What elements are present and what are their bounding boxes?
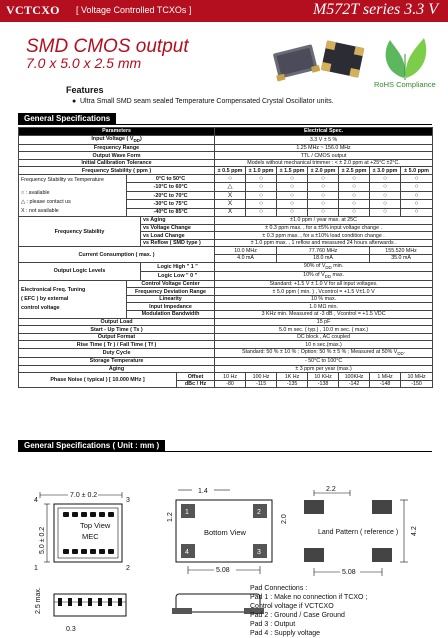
elec-header: Electrical Spec. xyxy=(215,128,433,136)
row-value: TTL / CMOS output xyxy=(215,152,433,160)
pad-conn-title: Pad Connections : xyxy=(250,585,308,592)
product-title: SMD CMOS output xyxy=(26,36,189,57)
table-row xyxy=(19,358,433,366)
legend-symbol: △ xyxy=(21,199,26,206)
row-value: 1.25 MHz ~ 156.0 MHz xyxy=(215,144,433,152)
stab-mark: ○ xyxy=(401,183,433,191)
misc-value: Standard: 50 % ± 10 % ; Option: 50 % ± 5 % ; Measured at 50% $V_{DD}$. xyxy=(215,349,433,358)
misc-name: Rise Time ( Tr ) / Fall Time ( Tf ) xyxy=(19,341,215,349)
table-row xyxy=(19,365,433,373)
tuning-value: ± 5.0 ppm ( min. ) , Vcontrol = +1.5 V±1.0 V xyxy=(215,288,433,296)
header-band xyxy=(0,0,448,22)
stab-mark: ○ xyxy=(370,208,401,216)
ppm-header: ± 1.5 ppm xyxy=(277,167,308,175)
crystal-product-image xyxy=(268,36,368,88)
row-label: Frequency Stability ( ppm ) xyxy=(19,167,215,175)
tuning-name: Input Impedance xyxy=(127,303,215,311)
stab-mark: ○ xyxy=(370,183,401,191)
current-value: 18.0 mA xyxy=(277,255,370,263)
noise-value: -80 xyxy=(215,380,246,388)
brand-mark: MEC xyxy=(82,532,99,541)
table-row xyxy=(19,217,433,225)
dim-width: 7.0 ± 0.2 xyxy=(70,492,98,499)
row-value: 3.3 V ± 5 % xyxy=(215,135,433,144)
pad-num: 4 xyxy=(185,549,189,556)
pad-num: 1 xyxy=(185,509,189,516)
dim-pitch: 5.08 xyxy=(216,567,230,574)
current-value: 35.0 mA xyxy=(370,255,433,263)
stab-mark: ○ xyxy=(246,208,277,216)
offset-value: 10 KHz xyxy=(308,373,339,381)
dim-pad-thickness: 0.3 xyxy=(66,626,76,633)
phase-noise-label: Phase Noise ( typical ) [ 10.000 MHz ] xyxy=(19,373,177,388)
table-row xyxy=(19,167,433,175)
stab-name: vs Voltage Change xyxy=(141,224,215,232)
table-row xyxy=(19,333,433,341)
stab-mark: ○ xyxy=(277,191,308,199)
stab-name: vs Reflow ( SMD type ) xyxy=(141,239,215,247)
offset-value: 1 MHz xyxy=(370,373,401,381)
stab-name: vs Aging xyxy=(141,217,215,225)
stab-mark: ○ xyxy=(246,183,277,191)
noise-value: -142 xyxy=(339,380,370,388)
row-label: Frequency Range xyxy=(19,144,215,152)
legend-symbol: ○ xyxy=(21,190,25,197)
row-value: Models without mechanical trimmer : < ± 2.0 ppm at +25°C ±2°C. xyxy=(215,159,433,167)
table-row xyxy=(19,144,433,152)
dim-two: 2.0 xyxy=(281,514,288,524)
land-pattern-label: Land Pattern ( reference ) xyxy=(318,529,399,536)
brand-name: VCTCXO xyxy=(6,3,60,17)
stab-mark: ○ xyxy=(370,200,401,208)
noise-value: -138 xyxy=(308,380,339,388)
noise-value: -115 xyxy=(246,380,277,388)
stab-mark: ○ xyxy=(401,200,433,208)
stab-mark: ○ xyxy=(339,183,370,191)
stab-mark: ○ xyxy=(246,200,277,208)
stab-mark: ○ xyxy=(370,175,401,183)
pad-conn-line: Pad 4 : Supply voltage xyxy=(250,630,321,637)
temp-range: 0°C to 50°C xyxy=(127,175,215,183)
product-dimensions: 7.0 x 5.0 x 2.5 mm xyxy=(26,55,142,71)
bottom-view-label: Bottom View xyxy=(204,528,246,537)
pad-num: 1 xyxy=(34,565,38,572)
row-label: Input Voltage ( $V_{DD}$) xyxy=(19,135,215,144)
offset-value: 100KHz xyxy=(339,373,370,381)
dimension-drawing xyxy=(18,462,432,638)
table-row xyxy=(19,247,433,255)
temp-range: -10°C to 60°C xyxy=(127,183,215,191)
top-pads-upper xyxy=(63,512,114,517)
table-row xyxy=(19,135,433,144)
offset-value: 1K Hz xyxy=(277,373,308,381)
tuning-name: Linearity xyxy=(127,295,215,303)
table-row xyxy=(19,326,433,334)
vs-temp-label: Frequency Stability vs Temperature xyxy=(21,177,104,184)
logic-label: Output Logic Levels xyxy=(19,262,141,280)
tuning-name: Control Voltage Center xyxy=(127,280,215,288)
tuning-value: 10 % max. xyxy=(215,295,433,303)
tuning-label: Electronical Freq. Tuning ( EFC ) by external control voltage xyxy=(19,280,127,318)
misc-value: - 50°C to 100°C xyxy=(215,358,433,366)
misc-name: Output Load xyxy=(19,318,215,326)
stab-mark: ○ xyxy=(277,175,308,183)
temp-row xyxy=(19,175,433,183)
spec-table xyxy=(18,127,433,388)
pad-num: 3 xyxy=(257,549,261,556)
misc-name: Start - Up Time ( Ts ) xyxy=(19,326,215,334)
dim-height: 5.0 ± 0.2 xyxy=(39,526,46,554)
noise-value: -135 xyxy=(277,380,308,388)
misc-name: Output Format xyxy=(19,333,215,341)
top-view-label: Top View xyxy=(80,521,111,530)
stab-value: ± 1.0 ppm max. , 1 reflow and measured 24 hours afterwards . xyxy=(215,239,433,247)
dim-lp-top: 2.2 xyxy=(326,486,336,493)
stab-mark: ○ xyxy=(370,191,401,199)
logic-high-value: 90% of $V_{DD}$ min. xyxy=(215,262,433,271)
ppm-header: ± 0.5 ppm xyxy=(215,167,246,175)
tuning-name: Frequency Deviation Range xyxy=(127,288,215,296)
offset-value: 10 MHz xyxy=(401,373,433,381)
pad-conn-line: Pad 2 : Ground / Case Ground xyxy=(250,612,345,619)
current-freq: 10.0 MHz xyxy=(215,247,277,255)
current-label: Current Consumption ( max. ) xyxy=(19,247,215,262)
legend-symbol: X xyxy=(21,208,25,215)
logic-low-name: Logic Low " 0 " xyxy=(141,271,215,280)
offset-value: 10 Hz xyxy=(215,373,246,381)
table-row xyxy=(19,152,433,160)
misc-value: ± 3 ppm per year (max.) xyxy=(215,365,433,373)
top-pads-lower xyxy=(63,549,114,554)
misc-name: Storage Temperature xyxy=(19,358,215,366)
stab-mark: X xyxy=(215,200,246,208)
tuning-value: 3 KHz min. Measured at -3 dB , Vcontrol = +1.5 VDC xyxy=(215,311,433,319)
stab-mark: ○ xyxy=(277,200,308,208)
stab-mark: ○ xyxy=(339,175,370,183)
bullet-icon: ● xyxy=(72,98,77,105)
misc-value: 10 n sec.(max.) xyxy=(215,341,433,349)
stab-mark: ○ xyxy=(401,208,433,216)
dim-lp-pitch: 5.08 xyxy=(342,569,356,576)
table-row xyxy=(19,159,433,167)
temp-range: -40°C to 85°C xyxy=(127,208,215,216)
stab-mark: X xyxy=(215,191,246,199)
stab-mark: X xyxy=(215,208,246,216)
misc-value: 15 pF xyxy=(215,318,433,326)
stab-mark: ○ xyxy=(401,191,433,199)
stab-mark: ○ xyxy=(308,183,339,191)
misc-value: 5.0 m sec. ( typ.) , 10.0 m sec. ( max.) xyxy=(215,326,433,334)
stab-mark: ○ xyxy=(308,175,339,183)
feature-item: Ultra Small SMD seam sealed Temperature Compensated Crystal Oscillator units. xyxy=(80,98,334,105)
legend-contact: △ : please contact us xyxy=(21,199,71,206)
table-row xyxy=(19,318,433,326)
ppm-header: ± 5.0 ppm xyxy=(401,167,433,175)
table-row xyxy=(19,280,433,288)
stab-name: vs Load Change xyxy=(141,232,215,240)
offset-label: Offset xyxy=(177,373,215,381)
tuning-value: 1.0 MΩ min. xyxy=(215,303,433,311)
stab-mark: ○ xyxy=(215,175,246,183)
ppm-header: ± 3.0 ppm xyxy=(370,167,401,175)
logic-high-name: Logic High " 1 " xyxy=(141,262,215,271)
ppm-header: ± 1.0 ppm xyxy=(246,167,277,175)
noise-value: -150 xyxy=(401,380,433,388)
land-pattern xyxy=(304,486,418,576)
dim-pad-height: 1.2 xyxy=(167,512,174,522)
current-freq: 155.520 MHz xyxy=(370,247,433,255)
row-label: Output Wave Form xyxy=(19,152,215,160)
stab-value: ± 0.3 ppm max. , for a ±10% load condition change . xyxy=(215,232,433,240)
legend-available: ○ : available xyxy=(21,190,50,197)
dim-pad-width: 1.4 xyxy=(198,488,208,495)
stab-mark: ○ xyxy=(246,191,277,199)
misc-name: Aging xyxy=(19,365,215,373)
model-series: M572T series 3.3 V xyxy=(312,1,438,18)
temp-range: -20°C to 70°C xyxy=(127,191,215,199)
section-general-specs xyxy=(18,113,432,125)
dim-lp-height: 4.2 xyxy=(411,526,418,536)
stab-mark: ○ xyxy=(339,191,370,199)
stab-mark: ○ xyxy=(339,208,370,216)
stab-mark: ○ xyxy=(339,200,370,208)
misc-name: Duty Cycle xyxy=(19,349,215,358)
row-label: Initial Calibration Tolerance xyxy=(19,159,215,167)
features-heading: Features xyxy=(66,85,104,95)
table-row xyxy=(19,341,433,349)
table-row xyxy=(19,349,433,358)
ppm-header: ± 2.5 ppm xyxy=(339,167,370,175)
pad-num: 4 xyxy=(34,497,38,504)
tuning-value: Standard: +1.5 V ± 1.0 V for all input voltages. xyxy=(215,280,433,288)
tuning-name: Modulation Bandwidth xyxy=(127,311,215,319)
pad-num: 2 xyxy=(126,565,130,572)
misc-value: DC block , AC coupled xyxy=(215,333,433,341)
pad-num: 2 xyxy=(257,509,261,516)
pad-num: 3 xyxy=(126,497,130,504)
pad-conn-line: Pad 1 : Make no connection if TCXO ; xyxy=(250,594,368,601)
table-row xyxy=(19,262,433,271)
table-header-row xyxy=(19,128,433,136)
stab-mark: ○ xyxy=(401,175,433,183)
legend-not-available: X : not available xyxy=(21,208,59,215)
section-dimensions xyxy=(18,440,432,452)
bottom-view xyxy=(167,488,288,574)
stab-mark: △ xyxy=(215,183,246,191)
stab-value: ± 0.3 ppm max. , for a ±5% input voltage change . xyxy=(215,224,433,232)
side-view xyxy=(35,587,126,633)
pad-connections xyxy=(250,585,367,637)
brand-subtitle: [ Voltage Controlled TCXOs ] xyxy=(76,5,192,15)
pad-conn-line: Pad 3 : Output xyxy=(250,621,296,628)
ppm-header: ± 2.0 ppm xyxy=(308,167,339,175)
stability-label: Frequency Stability xyxy=(19,217,141,247)
section-title: General Specifications ( Unit : mm ) xyxy=(18,440,165,452)
offset-value: 100 Hz xyxy=(246,373,277,381)
vs-temp-cell xyxy=(19,175,127,217)
dim-thickness: 2.5 max. xyxy=(35,587,42,614)
rohs-leaf-icon xyxy=(376,34,436,82)
logic-low-value: 10% of $V_{DD}$ max. xyxy=(215,271,433,280)
section-title: General Specifications xyxy=(18,113,116,125)
temp-range: -30°C to 75°C xyxy=(127,200,215,208)
stab-mark: ○ xyxy=(308,191,339,199)
rohs-compliance: RoHS Compliance xyxy=(374,80,436,89)
noise-value: -148 xyxy=(370,380,401,388)
stab-mark: ○ xyxy=(308,200,339,208)
stab-mark: ○ xyxy=(277,208,308,216)
stab-mark: ○ xyxy=(277,183,308,191)
stab-mark: ○ xyxy=(246,175,277,183)
current-freq: 77.760 MHz xyxy=(277,247,370,255)
unit-label: dBc / Hz xyxy=(177,380,215,388)
top-view xyxy=(34,492,130,572)
current-value: 4.0 mA xyxy=(215,255,277,263)
table-row xyxy=(19,373,433,381)
stab-mark: ○ xyxy=(308,208,339,216)
param-header: Parameters xyxy=(19,128,215,136)
pad-conn-line: Control voltage if VCTCXO xyxy=(250,603,334,610)
stab-value: ±1.0 ppm / year max. at 25C xyxy=(215,217,433,225)
